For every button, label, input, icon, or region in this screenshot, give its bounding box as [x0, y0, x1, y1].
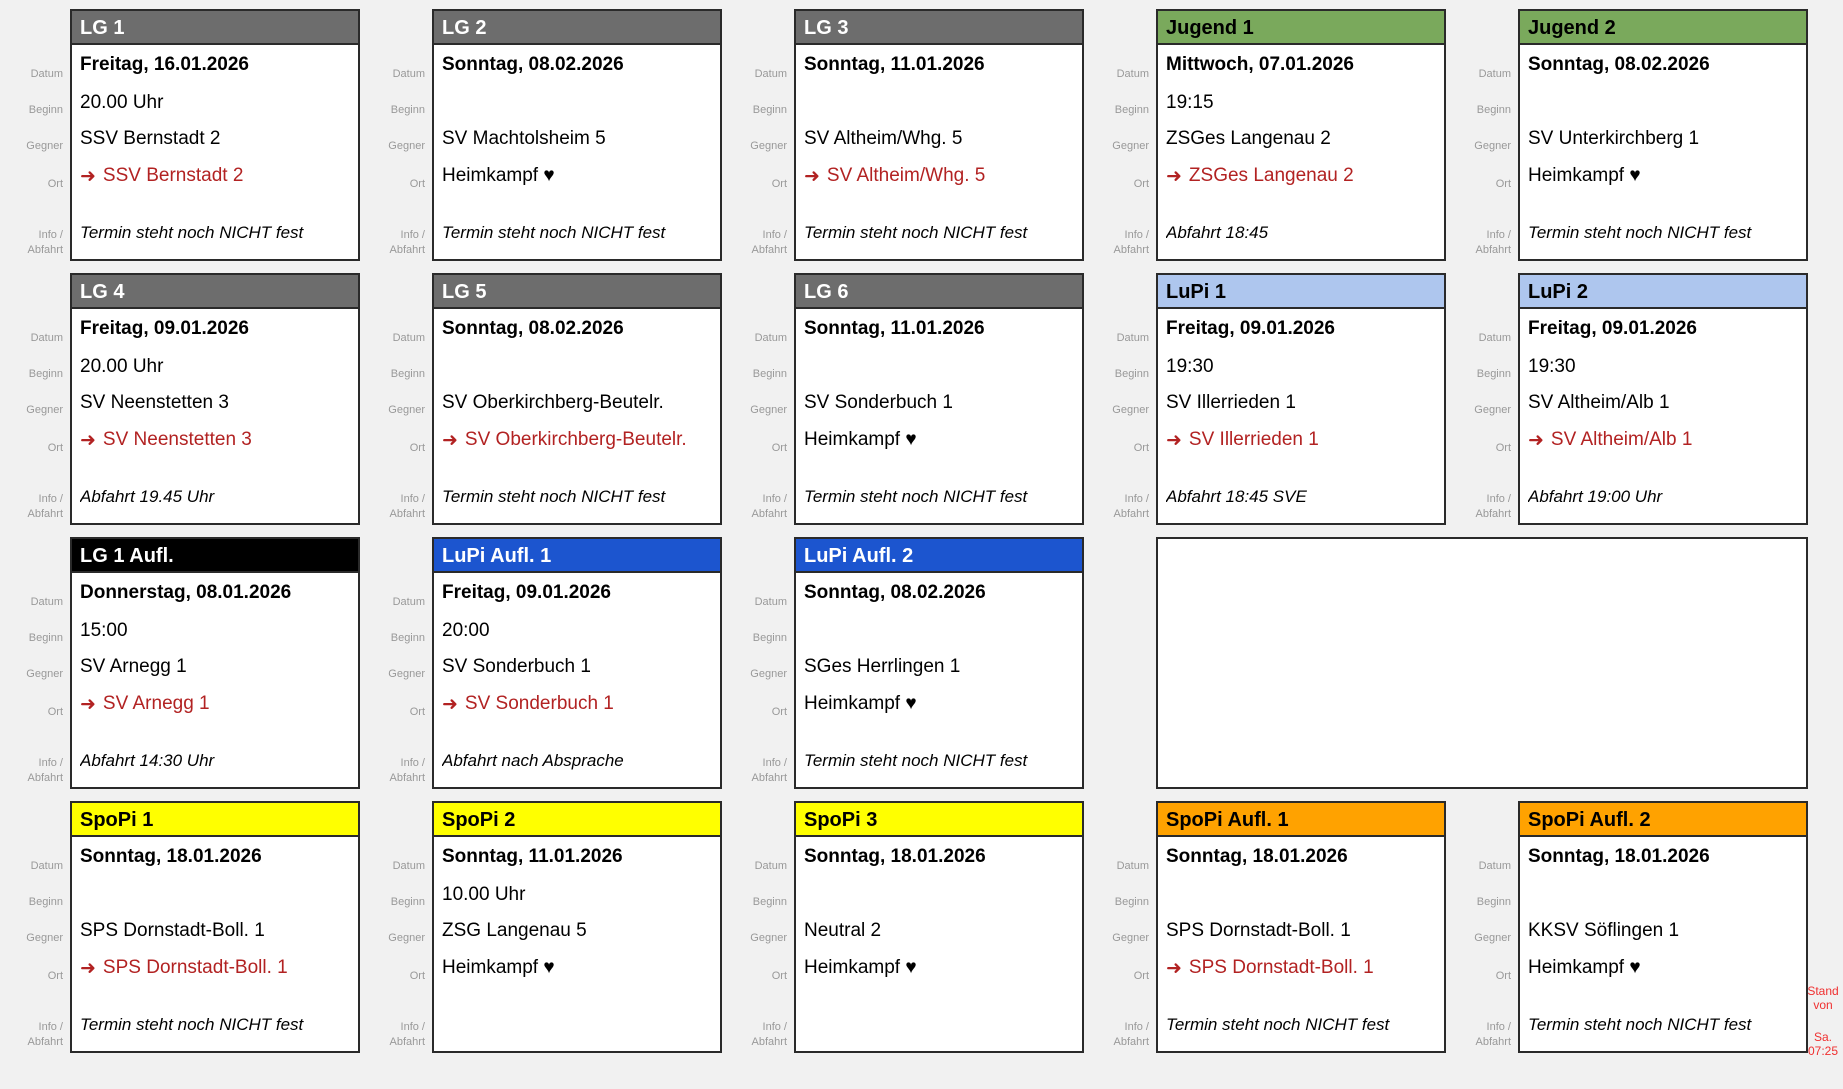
- datum-value: Sonntag, 18.01.2026: [1166, 846, 1348, 867]
- card-title: SpoPi 3: [796, 803, 1082, 837]
- info-value: Termin steht noch NICHT fest: [442, 223, 666, 242]
- beginn-value: 20.00 Uhr: [80, 356, 164, 377]
- gegner-label: Gegner: [1112, 932, 1149, 944]
- gegner-label: Gegner: [1112, 404, 1149, 416]
- info-value: Abfahrt 19:00 Uhr: [1528, 487, 1663, 506]
- match-card-lg-1-aufl: [70, 537, 360, 789]
- datum-value: Sonntag, 11.01.2026: [804, 318, 985, 339]
- info-abfahrt-label: Info / Abfahrt: [751, 757, 787, 784]
- ort-away-link[interactable]: ➜ SV Sonderbuch 1: [442, 693, 614, 715]
- gegner-value: SV Arnegg 1: [80, 656, 187, 677]
- datum-label: Datum: [754, 596, 787, 608]
- info-abfahrt-label: Info / Abfahrt: [389, 1021, 425, 1048]
- gegner-label: Gegner: [26, 404, 63, 416]
- schedule-cell-lupi-1: [1086, 273, 1448, 525]
- gegner-value: ZSG Langenau 5: [442, 920, 587, 941]
- beginn-value: [1520, 85, 1806, 121]
- datum-label: Datum: [1116, 332, 1149, 344]
- card-title: LG 3: [796, 11, 1082, 45]
- row-label-gutter: [1448, 801, 1518, 1053]
- gegner-label: Gegner: [26, 668, 63, 680]
- card-title: Jugend 2: [1520, 11, 1806, 45]
- row-label-gutter: [362, 273, 432, 525]
- beginn-value: [796, 613, 1082, 649]
- match-card-spopi-aufl-2: [1518, 801, 1808, 1053]
- card-title: LG 6: [796, 275, 1082, 309]
- ort-label: Ort: [771, 970, 787, 982]
- beginn-label: Beginn: [1476, 896, 1511, 908]
- gegner-value: SSV Bernstadt 2: [80, 128, 221, 149]
- row-label-gutter: [724, 9, 794, 261]
- gegner-value: SPS Dornstadt-Boll. 1: [1166, 920, 1351, 941]
- ort-value: Heimkampf ♥: [804, 693, 917, 714]
- gegner-label: Gegner: [1474, 404, 1511, 416]
- beginn-value: 10.00 Uhr: [442, 884, 526, 905]
- gegner-label: Gegner: [750, 140, 787, 152]
- schedule-cell-lg-1-aufl: [0, 537, 362, 789]
- schedule-cell-lg-4: [0, 273, 362, 525]
- ort-value: Heimkampf ♥: [804, 429, 917, 450]
- card-title: SpoPi 1: [72, 803, 358, 837]
- beginn-label: Beginn: [752, 104, 787, 116]
- beginn-label: Beginn: [28, 896, 63, 908]
- datum-label: Datum: [754, 860, 787, 872]
- info-value: Termin steht noch NICHT fest: [1528, 1015, 1752, 1034]
- info-abfahrt-label: Info / Abfahrt: [1113, 493, 1149, 520]
- card-title: LG 1 Aufl.: [72, 539, 358, 573]
- ort-value: Heimkampf ♥: [442, 957, 555, 978]
- away-arrow-icon: ➜: [804, 165, 820, 187]
- empty-slot-cell: [1086, 537, 1810, 789]
- ort-label: Ort: [1495, 178, 1511, 190]
- datum-label: Datum: [30, 332, 63, 344]
- gegner-label: Gegner: [388, 140, 425, 152]
- beginn-label: Beginn: [28, 368, 63, 380]
- schedule-cell-lupi-2: [1448, 273, 1810, 525]
- info-value: Termin steht noch NICHT fest: [442, 487, 666, 506]
- beginn-value: 15:00: [80, 620, 128, 641]
- away-arrow-icon: ➜: [1528, 429, 1544, 451]
- match-card-lg-3: [794, 9, 1084, 261]
- match-card-lg-1: [70, 9, 360, 261]
- match-card-lg-2: [432, 9, 722, 261]
- schedule-cell-spopi-aufl-2: [1448, 801, 1810, 1053]
- match-card-lupi-aufl-1: [432, 537, 722, 789]
- gegner-value: ZSGes Langenau 2: [1166, 128, 1331, 149]
- ort-label: Ort: [47, 970, 63, 982]
- ort-away-link[interactable]: ➜ SV Altheim/Alb 1: [1528, 429, 1693, 451]
- datum-value: Mittwoch, 07.01.2026: [1166, 54, 1354, 75]
- datum-value: Sonntag, 11.01.2026: [804, 54, 985, 75]
- info-value: Abfahrt 14:30 Uhr: [80, 751, 215, 770]
- info-value: Termin steht noch NICHT fest: [1528, 223, 1752, 242]
- schedule-cell-spopi-1: [0, 801, 362, 1053]
- beginn-label: Beginn: [752, 632, 787, 644]
- beginn-label: Beginn: [390, 368, 425, 380]
- info-value: Abfahrt 18:45: [1166, 223, 1269, 242]
- ort-label: Ort: [1495, 970, 1511, 982]
- gegner-label: Gegner: [388, 404, 425, 416]
- ort-label: Ort: [771, 706, 787, 718]
- datum-value: Sonntag, 18.01.2026: [80, 846, 262, 867]
- ort-label: Ort: [47, 706, 63, 718]
- schedule-cell-lg-6: [724, 273, 1086, 525]
- datum-label: Datum: [1116, 860, 1149, 872]
- beginn-value: 19:30: [1166, 356, 1214, 377]
- info-abfahrt-label: Info / Abfahrt: [751, 229, 787, 256]
- beginn-label: Beginn: [390, 104, 425, 116]
- away-arrow-icon: ➜: [442, 429, 458, 451]
- empty-slot-box: [1156, 537, 1808, 789]
- info-value: Termin steht noch NICHT fest: [804, 751, 1028, 770]
- ort-value: Heimkampf ♥: [442, 165, 555, 186]
- ort-away-link[interactable]: ➜ SV Altheim/Whg. 5: [804, 165, 986, 187]
- info-value: Termin steht noch NICHT fest: [804, 487, 1028, 506]
- datum-value: Sonntag, 08.02.2026: [804, 582, 986, 603]
- stand-von: von: [1813, 998, 1833, 1013]
- info-abfahrt-label: Info / Abfahrt: [1475, 229, 1511, 256]
- beginn-label: Beginn: [390, 632, 425, 644]
- info-abfahrt-label: Info / Abfahrt: [27, 757, 63, 784]
- datum-label: Datum: [392, 596, 425, 608]
- schedule-cell-jugend-1: [1086, 9, 1448, 261]
- gegner-value: SV Neenstetten 3: [80, 392, 229, 413]
- datum-value: Sonntag, 08.02.2026: [442, 318, 624, 339]
- info-abfahrt-label: Info / Abfahrt: [27, 1021, 63, 1048]
- card-title: SpoPi Aufl. 1: [1158, 803, 1444, 837]
- schedule-cell-lg-2: [362, 9, 724, 261]
- datum-label: Datum: [1478, 860, 1511, 872]
- beginn-value: [72, 877, 358, 913]
- match-card-spopi-aufl-1: [1156, 801, 1446, 1053]
- gegner-label: Gegner: [750, 404, 787, 416]
- datum-value: Donnerstag, 08.01.2026: [80, 582, 292, 603]
- ort-away-link[interactable]: ➜ SV Arnegg 1: [80, 693, 210, 715]
- datum-label: Datum: [1478, 332, 1511, 344]
- beginn-value: 20.00 Uhr: [80, 92, 164, 113]
- away-arrow-icon: ➜: [1166, 165, 1182, 187]
- match-card-lg-4: [70, 273, 360, 525]
- row-label-gutter: [1448, 273, 1518, 525]
- info-abfahrt-label: Info / Abfahrt: [751, 493, 787, 520]
- away-arrow-icon: ➜: [442, 693, 458, 715]
- info-abfahrt-label: Info / Abfahrt: [1113, 229, 1149, 256]
- gegner-value: SV Oberkirchberg-Beutelr.: [442, 392, 664, 413]
- ort-label: Ort: [47, 442, 63, 454]
- schedule-cell-lupi-aufl-2: [724, 537, 1086, 789]
- ort-label: Ort: [409, 442, 425, 454]
- schedule-cell-jugend-2: [1448, 9, 1810, 261]
- match-card-lg-6: [794, 273, 1084, 525]
- ort-value: Heimkampf ♥: [1528, 165, 1641, 186]
- info-value: Abfahrt nach Absprache: [442, 751, 624, 770]
- beginn-value: 19:30: [1528, 356, 1576, 377]
- beginn-value: [434, 85, 720, 121]
- ort-label: Ort: [1133, 970, 1149, 982]
- row-label-gutter: [0, 273, 70, 525]
- schedule-cell-spopi-aufl-1: [1086, 801, 1448, 1053]
- away-arrow-icon: ➜: [80, 429, 96, 451]
- gegner-label: Gegner: [1474, 932, 1511, 944]
- row-label-gutter: [724, 537, 794, 789]
- ort-away-link[interactable]: ➜ SV Oberkirchberg-Beutelr.: [442, 429, 687, 451]
- info-abfahrt-label: Info / Abfahrt: [389, 757, 425, 784]
- beginn-label: Beginn: [28, 104, 63, 116]
- row-label-gutter: [1086, 273, 1156, 525]
- row-label-gutter: [0, 537, 70, 789]
- card-title: LG 5: [434, 275, 720, 309]
- datum-label: Datum: [754, 68, 787, 80]
- beginn-label: Beginn: [1114, 896, 1149, 908]
- card-title: SpoPi 2: [434, 803, 720, 837]
- gegner-label: Gegner: [26, 932, 63, 944]
- ort-away-link[interactable]: ➜ SPS Dornstadt-Boll. 1: [80, 957, 288, 979]
- stand-time: 07:25: [1807, 1044, 1839, 1059]
- info-abfahrt-label: Info / Abfahrt: [27, 493, 63, 520]
- datum-value: Sonntag, 18.01.2026: [804, 846, 986, 867]
- match-card-lupi-aufl-2: [794, 537, 1084, 789]
- away-arrow-icon: ➜: [1166, 429, 1182, 451]
- beginn-label: Beginn: [752, 368, 787, 380]
- beginn-label: Beginn: [28, 632, 63, 644]
- gegner-label: Gegner: [1112, 140, 1149, 152]
- row-label-gutter: [362, 537, 432, 789]
- row-label-gutter: [0, 9, 70, 261]
- match-card-lupi-1: [1156, 273, 1446, 525]
- gegner-value: SV Machtolsheim 5: [442, 128, 606, 149]
- datum-label: Datum: [1478, 68, 1511, 80]
- info-value: Termin steht noch NICHT fest: [1166, 1015, 1390, 1034]
- info-abfahrt-label: Info / Abfahrt: [751, 1021, 787, 1048]
- datum-value: Sonntag, 18.01.2026: [1528, 846, 1710, 867]
- card-title: LuPi 2: [1520, 275, 1806, 309]
- datum-label: Datum: [1116, 68, 1149, 80]
- datum-label: Datum: [392, 332, 425, 344]
- schedule-cell-spopi-2: [362, 801, 724, 1053]
- ort-value: Heimkampf ♥: [1528, 957, 1641, 978]
- beginn-label: Beginn: [1476, 104, 1511, 116]
- away-arrow-icon: ➜: [1166, 957, 1182, 979]
- match-card-jugend-1: [1156, 9, 1446, 261]
- gegner-value: Neutral 2: [804, 920, 882, 941]
- gegner-value: SV Illerrieden 1: [1166, 392, 1296, 413]
- datum-label: Datum: [754, 332, 787, 344]
- card-title: LuPi 1: [1158, 275, 1444, 309]
- beginn-label: Beginn: [1476, 368, 1511, 380]
- match-card-spopi-2: [432, 801, 722, 1053]
- card-title: LG 1: [72, 11, 358, 45]
- ort-label: Ort: [1133, 442, 1149, 454]
- match-card-spopi-1: [70, 801, 360, 1053]
- datum-label: Datum: [30, 68, 63, 80]
- away-arrow-icon: ➜: [80, 957, 96, 979]
- gegner-value: SV Altheim/Alb 1: [1528, 392, 1670, 413]
- gegner-label: Gegner: [1474, 140, 1511, 152]
- ort-away-link[interactable]: ➜ SPS Dornstadt-Boll. 1: [1166, 957, 1374, 979]
- datum-value: Freitag, 09.01.2026: [442, 582, 611, 603]
- gegner-value: SV Altheim/Whg. 5: [804, 128, 963, 149]
- schedule-cell-lg-1: [0, 9, 362, 261]
- match-card-lg-5: [432, 273, 722, 525]
- datum-value: Sonntag, 11.01.2026: [442, 846, 623, 867]
- beginn-value: [796, 877, 1082, 913]
- stand-timestamp: [1804, 984, 1842, 1059]
- row-label-gutter: [0, 801, 70, 1053]
- beginn-label: Beginn: [390, 896, 425, 908]
- ort-label: Ort: [1495, 442, 1511, 454]
- ort-label: Ort: [1133, 178, 1149, 190]
- match-card-jugend-2: [1518, 9, 1808, 261]
- schedule-cell-lg-5: [362, 273, 724, 525]
- row-label-gutter: [1086, 9, 1156, 261]
- gegner-label: Gegner: [750, 932, 787, 944]
- datum-label: Datum: [392, 860, 425, 872]
- info-abfahrt-label: Info / Abfahrt: [1113, 1021, 1149, 1048]
- schedule-cell-lg-3: [724, 9, 1086, 261]
- gegner-value: SV Sonderbuch 1: [442, 656, 591, 677]
- gegner-value: SV Sonderbuch 1: [804, 392, 953, 413]
- away-arrow-icon: ➜: [80, 693, 96, 715]
- row-label-gutter: [362, 9, 432, 261]
- card-title: SpoPi Aufl. 2: [1520, 803, 1806, 837]
- info-value: Termin steht noch NICHT fest: [80, 1015, 304, 1034]
- card-title: LG 2: [434, 11, 720, 45]
- datum-label: Datum: [30, 860, 63, 872]
- info-abfahrt-label: Info / Abfahrt: [389, 229, 425, 256]
- ort-label: Ort: [409, 178, 425, 190]
- card-title: LuPi Aufl. 1: [434, 539, 720, 573]
- beginn-value: [796, 85, 1082, 121]
- ort-away-link[interactable]: ➜ SV Neenstetten 3: [80, 429, 252, 451]
- beginn-value: 20:00: [442, 620, 490, 641]
- beginn-value: [796, 349, 1082, 385]
- ort-away-link[interactable]: ➜ SSV Bernstadt 2: [80, 165, 244, 187]
- beginn-label: Beginn: [1114, 368, 1149, 380]
- card-title: LG 4: [72, 275, 358, 309]
- row-label-gutter: [1448, 9, 1518, 261]
- gegner-label: Gegner: [388, 668, 425, 680]
- ort-label: Ort: [409, 970, 425, 982]
- datum-value: Freitag, 16.01.2026: [80, 54, 249, 75]
- gegner-value: KKSV Söflingen 1: [1528, 920, 1680, 941]
- gegner-value: SV Unterkirchberg 1: [1528, 128, 1700, 149]
- ort-label: Ort: [771, 442, 787, 454]
- stand-day: Sa.: [1813, 1029, 1832, 1044]
- datum-value: Sonntag, 08.02.2026: [1528, 54, 1710, 75]
- ort-label: Ort: [47, 178, 63, 190]
- datum-value: Sonntag, 08.02.2026: [442, 54, 624, 75]
- beginn-value: 19:15: [1166, 92, 1214, 113]
- datum-value: Freitag, 09.01.2026: [80, 318, 249, 339]
- stand-word: Stand: [1807, 984, 1839, 998]
- info-abfahrt-label: Info / Abfahrt: [389, 493, 425, 520]
- ort-label: Ort: [409, 706, 425, 718]
- away-arrow-icon: ➜: [80, 165, 96, 187]
- row-label-gutter: [362, 801, 432, 1053]
- card-title: LuPi Aufl. 2: [796, 539, 1082, 573]
- row-label-gutter: [1086, 801, 1156, 1053]
- ort-label: Ort: [771, 178, 787, 190]
- info-value: Abfahrt 19.45 Uhr: [80, 487, 215, 506]
- ort-value: Heimkampf ♥: [804, 957, 917, 978]
- gegner-label: Gegner: [750, 668, 787, 680]
- beginn-value: [434, 349, 720, 385]
- match-card-spopi-3: [794, 801, 1084, 1053]
- beginn-value: [1520, 877, 1806, 913]
- datum-value: Freitag, 09.01.2026: [1528, 318, 1697, 339]
- ort-away-link[interactable]: ➜ ZSGes Langenau 2: [1166, 165, 1354, 187]
- info-value: Abfahrt 18:45 SVE: [1166, 487, 1307, 506]
- datum-value: Freitag, 09.01.2026: [1166, 318, 1335, 339]
- info-abfahrt-label: Info / Abfahrt: [1475, 1021, 1511, 1048]
- beginn-value: [1158, 877, 1444, 913]
- ort-away-link[interactable]: ➜ SV Illerrieden 1: [1166, 429, 1319, 451]
- datum-label: Datum: [30, 596, 63, 608]
- card-title: Jugend 1: [1158, 11, 1444, 45]
- datum-label: Datum: [392, 68, 425, 80]
- beginn-label: Beginn: [1114, 104, 1149, 116]
- beginn-label: Beginn: [752, 896, 787, 908]
- info-abfahrt-label: Info / Abfahrt: [1475, 493, 1511, 520]
- gegner-value: SGes Herrlingen 1: [804, 656, 961, 677]
- gegner-label: Gegner: [26, 140, 63, 152]
- schedule-cell-lupi-aufl-1: [362, 537, 724, 789]
- info-abfahrt-label: Info / Abfahrt: [27, 229, 63, 256]
- row-label-gutter: [724, 801, 794, 1053]
- match-card-lupi-2: [1518, 273, 1808, 525]
- schedule-cell-spopi-3: [724, 801, 1086, 1053]
- info-value: Termin steht noch NICHT fest: [804, 223, 1028, 242]
- row-label-gutter: [724, 273, 794, 525]
- gegner-label: Gegner: [388, 932, 425, 944]
- gegner-value: SPS Dornstadt-Boll. 1: [80, 920, 265, 941]
- info-value: Termin steht noch NICHT fest: [80, 223, 304, 242]
